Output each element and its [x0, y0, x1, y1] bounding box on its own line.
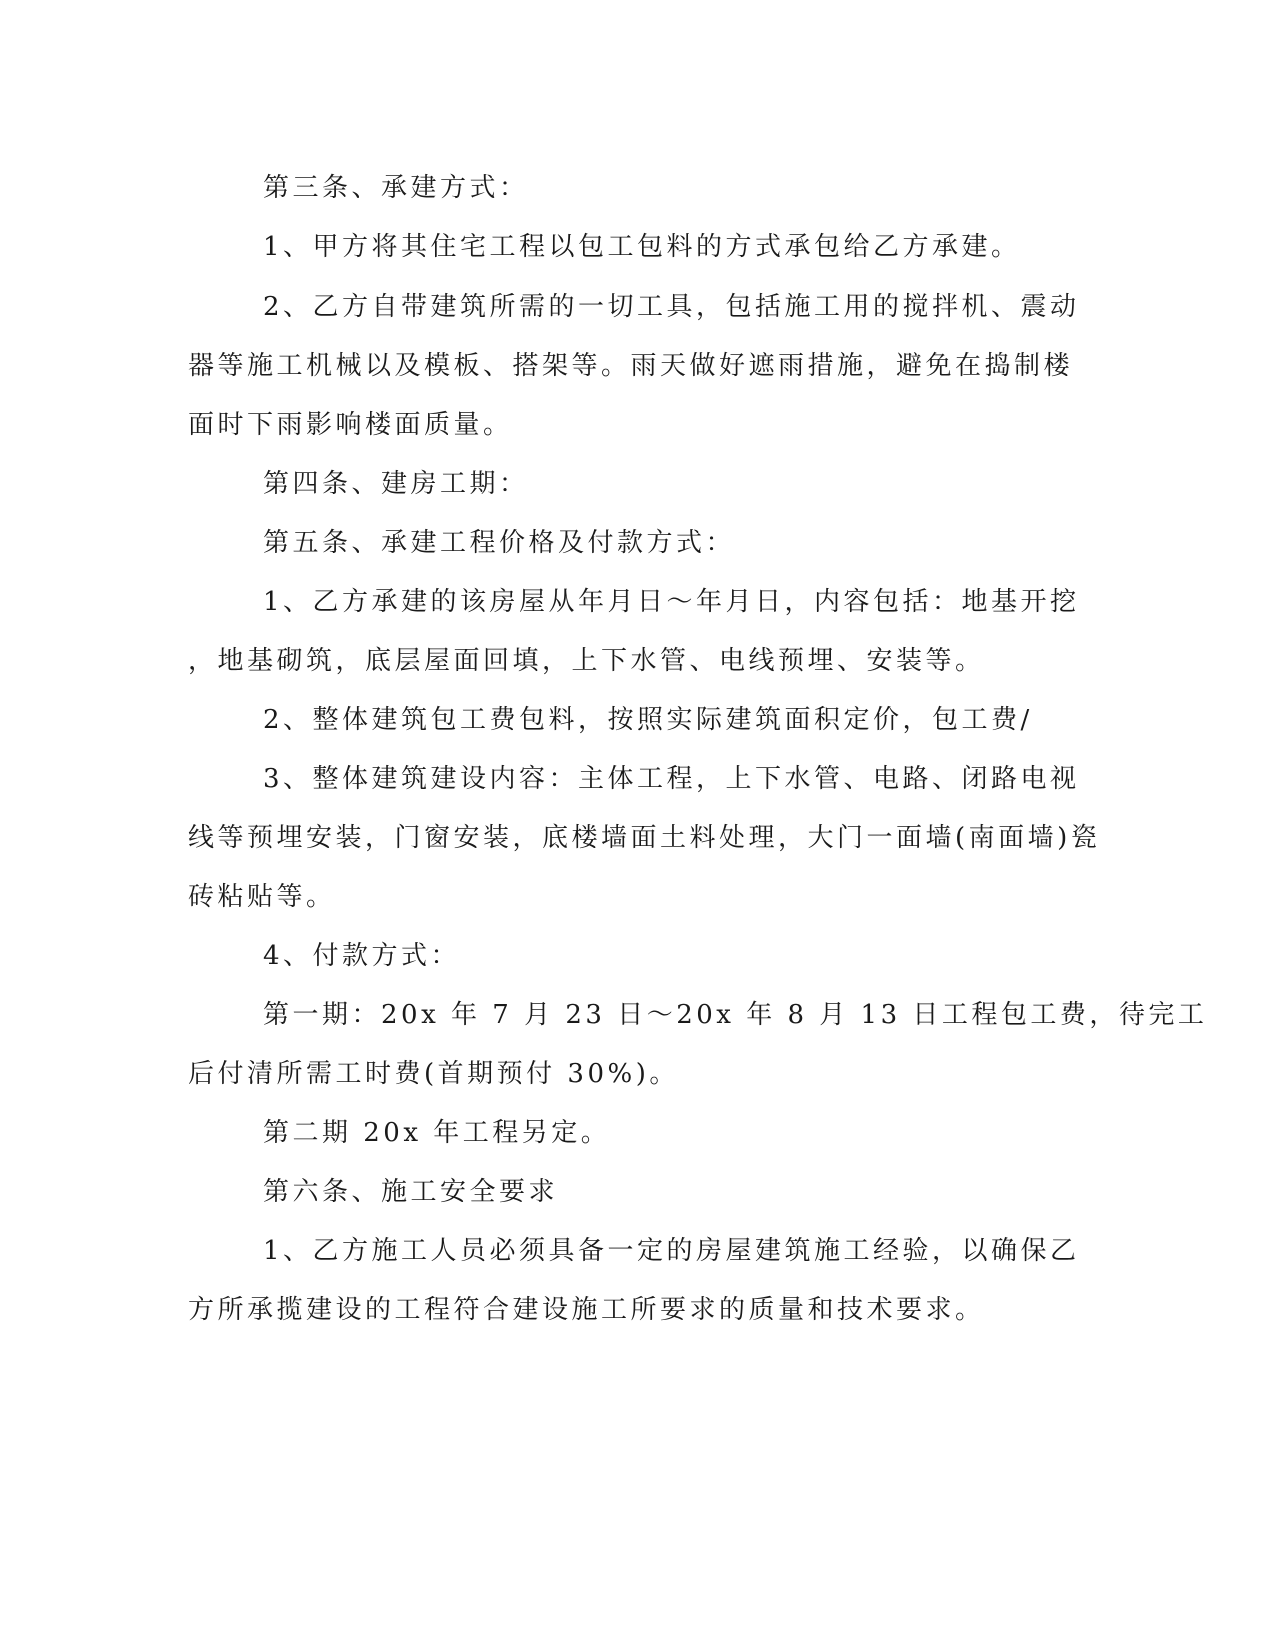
paragraph-line: 3、整体建筑建设内容：主体工程，上下水管、电路、闭路电视	[263, 764, 1080, 794]
payment-method-heading: 4、付款方式：	[263, 941, 461, 971]
paragraph-line: 后付清所需工时费(首期预付 30%)。	[188, 1059, 679, 1089]
paragraph-line: 线等预埋安装，门窗安装，底楼墙面土料处理，大门一面墙(南面墙)瓷	[188, 823, 1101, 853]
paragraph-line: 砖粘贴等。	[188, 882, 336, 912]
paragraph-line: 1、甲方将其住宅工程以包工包料的方式承包给乙方承建。	[263, 232, 1021, 262]
paragraph-line: ，地基砌筑，底层屋面回填，上下水管、电线预埋、安装等。	[188, 646, 985, 676]
paragraph-line: 第一期：20x 年 7 月 23 日～20x 年 8 月 13 日工程包工费，待完工	[263, 1000, 1208, 1030]
article-5-heading: 第五条、承建工程价格及付款方式：	[263, 528, 736, 558]
article-4-heading: 第四条、建房工期：	[263, 469, 529, 499]
paragraph-line: 2、乙方自带建筑所需的一切工具，包括施工用的搅拌机、震动	[263, 292, 1080, 322]
paragraph-line: 面时下雨影响楼面质量。	[188, 410, 513, 440]
paragraph-line: 器等施工机械以及模板、搭架等。雨天做好遮雨措施，避免在捣制楼	[188, 351, 1074, 381]
paragraph-line: 方所承揽建设的工程符合建设施工所要求的质量和技术要求。	[188, 1295, 985, 1325]
paragraph-line: 2、整体建筑包工费包料，按照实际建筑面积定价，包工费/	[263, 705, 1033, 735]
article-6-heading: 第六条、施工安全要求	[263, 1177, 559, 1207]
paragraph-line: 1、乙方施工人员必须具备一定的房屋建筑施工经验，以确保乙	[263, 1236, 1080, 1266]
paragraph-line: 1、乙方承建的该房屋从年月日～年月日，内容包括：地基开挖	[263, 587, 1080, 617]
paragraph-line: 第二期 20x 年工程另定。	[263, 1118, 611, 1148]
article-3-heading: 第三条、承建方式：	[263, 173, 529, 203]
